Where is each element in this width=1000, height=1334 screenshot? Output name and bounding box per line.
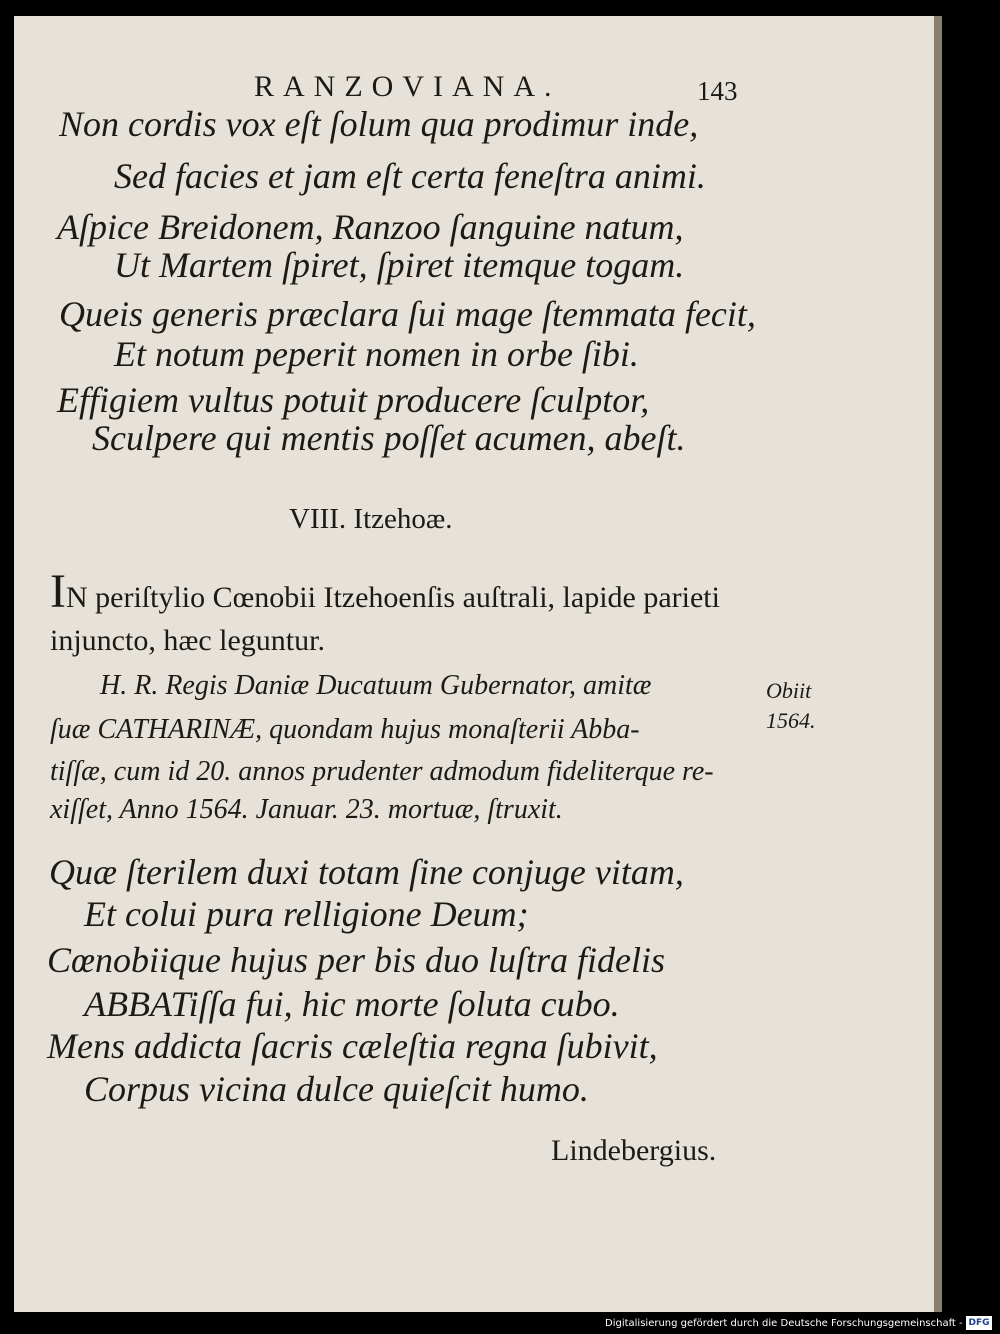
poem1-line: Aſpice Breidonem, Ranzoo ſanguine natum, [57,207,684,247]
drop-cap: I [50,565,66,618]
dfg-logo: DFG [966,1316,992,1330]
funding-footer: Digitalisierung gefördert durch die Deutsche Forschungsgemeinschaft - [605,1318,963,1329]
poem2-line: Corpus vicina dulce quieſcit humo. [84,1069,589,1109]
poem2-line: Quæ ſterilem duxi totam ſine conjuge vitam, [49,852,684,892]
poem2-line: Et colui pura relligione Deum; [84,894,529,934]
page-edge [934,16,942,1312]
inscription-line: H. R. Regis Daniæ Ducatuum Gubernator, amitæ [100,670,652,701]
inscription-line: xiſſet, Anno 1564. Januar. 23. mortuæ, ſtruxit. [50,794,563,825]
signature: Lindebergius. [551,1134,717,1167]
section-heading: VIII. Itzehoæ. [289,503,453,535]
poem1-line: Sculpere qui mentis poſſet acumen, abeſt. [92,418,686,458]
poem1-line: Non cordis vox eſt ſolum qua prodimur inde, [59,104,699,144]
running-head: RANZOVIANA. [254,70,561,103]
poem1-line: Sed facies et jam eſt certa feneſtra animi. [114,156,706,196]
book-page [14,16,934,1312]
inscription-line: tiſſæ, cum id 20. annos prudenter admodum fideliterque re- [50,756,714,787]
intro-paragraph [50,565,770,662]
poem2-line: Mens addicta ſacris cæleſtia regna ſubivit, [47,1026,658,1066]
poem1-line: Queis generis præclara ſui mage ſtemmata fecit, [59,294,756,334]
inscription-line: ſuæ CATHARINÆ, quondam hujus monaſterii Abba- [50,714,640,745]
poem1-line: Effigiem vultus potuit producere ſculptor, [57,380,650,420]
poem2-line: ABBATiſſa fui, hic morte ſoluta cubo. [84,984,620,1024]
poem1-line: Ut Martem ſpiret, ſpiret itemque togam. [114,245,685,285]
poem1-line: Et notum peperit nomen in orbe ſibi. [114,334,639,374]
poem2-line: Cœnobiique hujus per bis duo luſtra fidelis [47,940,666,980]
margin-note: Obiit 1564. [766,678,816,733]
intro-text: N periſtylio Cœnobii Itzehoenſis auſtrali, lapide parieti injuncto, hæc leguntur. [50,581,720,657]
page-number: 143 [697,76,738,106]
